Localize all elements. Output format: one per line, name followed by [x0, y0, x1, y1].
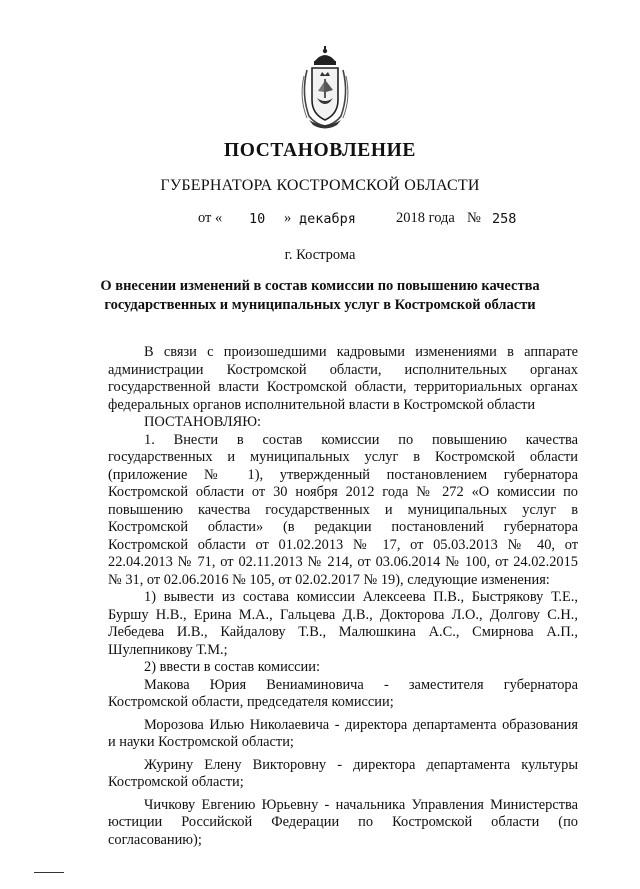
heading-line: государственных и муниципальных услуг в Костромской области [104, 297, 536, 313]
body-line: 22.04.2013 № 71, от 02.11.2013 № 214, от 03.06.2014 № 100, от 24.02.2015 [108, 554, 578, 570]
body-line: Буршу Н.В., Ерина М.А., Гальцева Д.В., Докторова Л.О., Долгову С.Н., [108, 606, 578, 623]
document-title: ПОСТАНОВЛЕНИЕ [223, 140, 417, 161]
body-line: Шулепникову Т.М.; [108, 641, 228, 658]
dateline-month: декабря [299, 211, 356, 227]
body-line: Журину Елену Викторовну - директора департамента культуры [144, 756, 578, 773]
dateline-day: 10 [249, 211, 266, 227]
body-line: государственных и муниципальных услуг в Костромской области [108, 449, 578, 465]
document-issuer: ГУБЕРНАТОРА КОСТРОМСКОЙ ОБЛАСТИ [160, 177, 480, 194]
body-line: Костромской области от 30 ноября 2012 года № 272 «О комиссии по [108, 484, 578, 500]
body-line: Костромской области; [108, 774, 244, 790]
body-line: (приложение № 1), утвержденный постановлением губернатора [108, 466, 578, 483]
dateline-year: 2018 года [396, 210, 455, 226]
coat-of-arms-icon [297, 46, 353, 130]
body-line: государственной власти Костромской области, территориальных органах [108, 379, 578, 395]
body-line: Макова Юрия Вениаминовича - заместителя губернатора [144, 676, 578, 693]
body-line: Чичкову Евгению Юрьевну - начальника Управления Министерства [144, 796, 578, 813]
dateline-number: 258 [492, 211, 517, 227]
dateline-from: от « [198, 210, 223, 226]
body-line: юстиции Российской Федерации по Костромской области (по [108, 814, 578, 830]
body-line: 2) ввести в состав комиссии: [144, 659, 320, 675]
body-line: Лебедева И.В., Кайдалову Т.В., Малюшкина А.С., Смирнова А.П., [108, 624, 578, 640]
body-line: ПОСТАНОВЛЯЮ: [144, 414, 262, 430]
body-line: Костромской области от 01.02.2013 № 17, от 05.03.2013 № 40, от [108, 536, 578, 553]
heading-line: О внесении изменений в состав комиссии по повышению качества [100, 278, 540, 294]
body-line: администрации Костромской области, исполнительных органах [108, 361, 578, 378]
body-line: согласованию); [108, 831, 202, 848]
body-line: и науки Костромской области; [108, 734, 294, 750]
body-line: № 31, от 02.06.2016 № 105, от 02.02.2017 № 19), следующие изменения: [108, 571, 550, 588]
body-line: Костромской области» (в редакции постановлений губернатора [108, 519, 578, 535]
body-line: Морозова Илью Николаевича - директора департамента образования [144, 716, 578, 733]
document-dateline [0, 210, 640, 232]
body-line: повышению качества государственных и муниципальных услуг в [108, 501, 578, 518]
document-city: г. Кострома [284, 247, 356, 263]
body-line: В связи с произошедшими кадровыми изменениями в аппарате [144, 344, 578, 360]
footer-rule [34, 872, 64, 873]
dateline-quote-close: » [284, 210, 292, 226]
dateline-number-sign: № [467, 210, 481, 226]
document-heading [90, 277, 550, 315]
body-line: 1) вывести из состава комиссии Алексеева П.В., Быстрякову Т.Е., [144, 589, 578, 605]
body-line: Костромской области, председателя комиссии; [108, 694, 394, 710]
body-line: федеральных органов исполнительной власти в Костромской области [108, 396, 536, 413]
body-line: 1. Внести в состав комиссии по повышению качества [144, 431, 578, 448]
document-body [108, 344, 578, 849]
